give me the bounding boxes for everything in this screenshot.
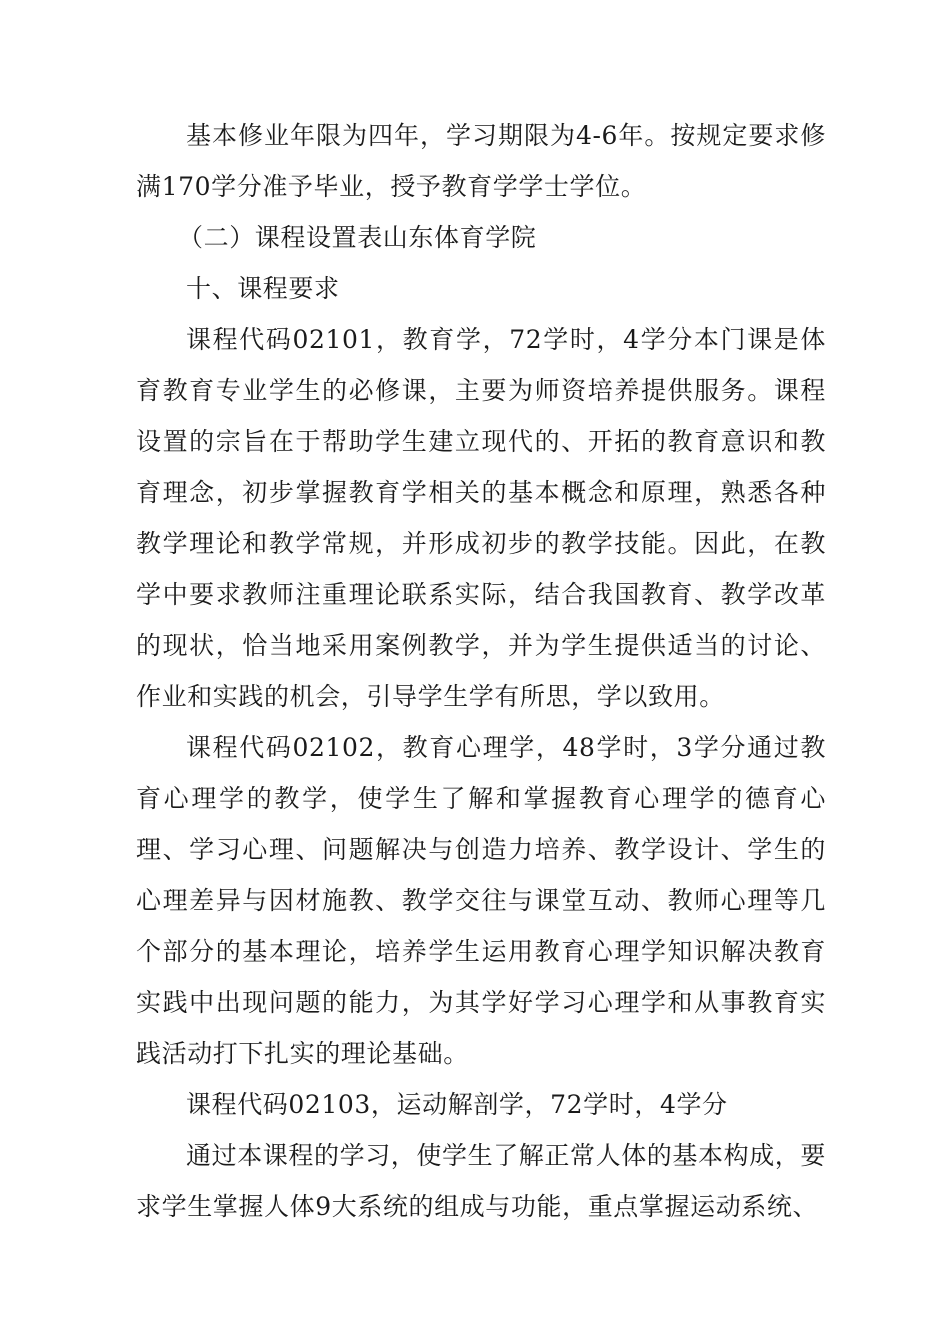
- paragraph-course-02103-title: 课程代码02103，运动解剖学，72学时，4学分: [186, 1090, 728, 1119]
- section-heading-curriculum-table: （二）课程设置表山东体育学院: [178, 223, 537, 252]
- paragraph-study-duration: 基本修业年限为四年，学习期限为4-6年。按规定要求修满170学分准予毕业，授予教育学学士学位。: [136, 121, 826, 201]
- paragraph-course-02101: 课程代码02101，教育学，72学时，4学分本门课是体育教育专业学生的必修课，主要为师资培养提供服务。课程设置的宗旨在于帮助学生建立现代的、开拓的教育意识和教育理念，初步掌握教育学相关的基本概念和原理，熟悉各种教学理论和教学常规，并形成初步的教学技能。因此，在教学中要求教师注重理论联系实际，结合我国教育、教学改革的现状，恰当地采用案例教学，并为学生提供适当的讨论、作业和实践的机会，引导学生学有所思，学以致用。: [136, 325, 826, 711]
- paragraph-course-02103-description: 通过本课程的学习，使学生了解正常人体的基本构成，要求学生掌握人体9大系统的组成与功能，重点掌握运动系统、: [136, 1141, 827, 1221]
- document-body: [136, 110, 826, 1232]
- paragraph-course-02102: 课程代码02102，教育心理学，48学时，3学分通过教育心理学的教学，使学生了解和掌握教育心理学的德育心理、学习心理、问题解决与创造力培养、教学设计、学生的心理差异与因材施教、教学交往与课堂互动、教师心理等几个部分的基本理论，培养学生运用教育心理学知识解决教育实践中出现问题的能力，为其学好学习心理学和从事教育实践活动打下扎实的理论基础。: [136, 733, 826, 1068]
- section-heading-course-requirements: 十、课程要求: [186, 274, 340, 303]
